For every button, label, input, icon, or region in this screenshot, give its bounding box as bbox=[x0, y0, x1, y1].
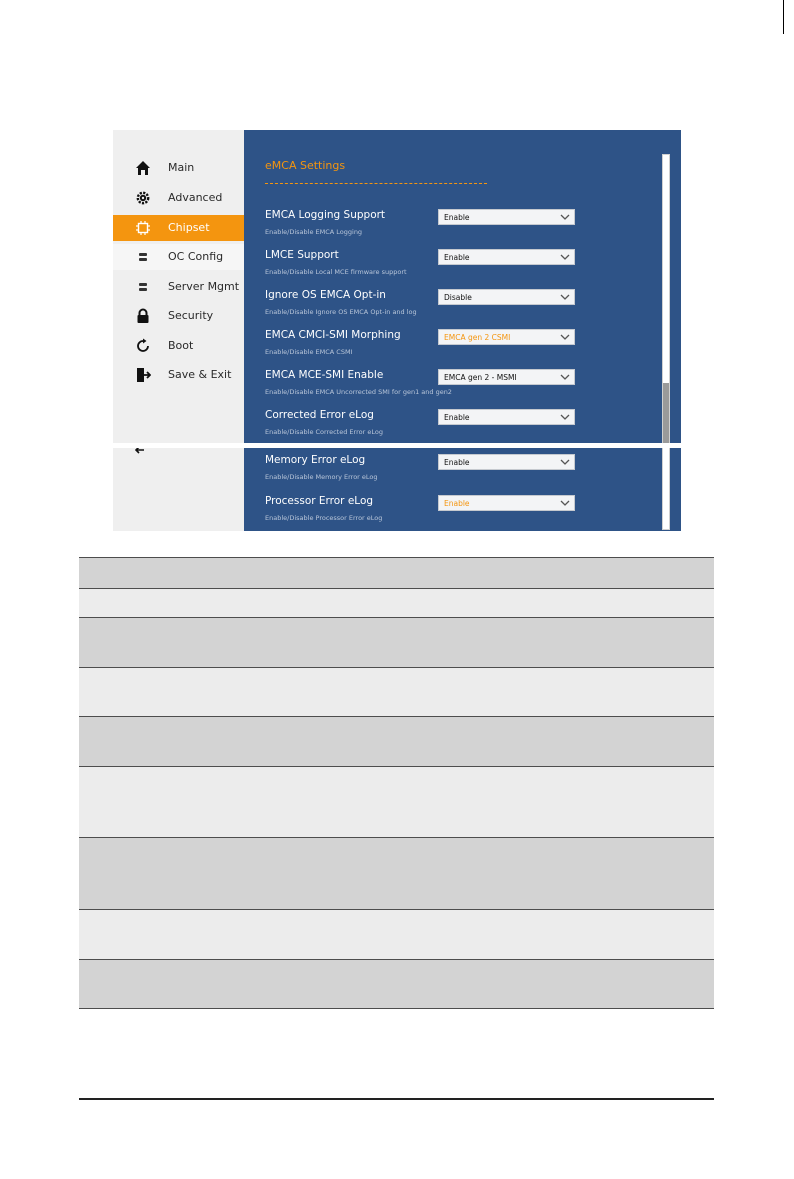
select-value: Disable bbox=[444, 293, 472, 302]
sidebar-item-chipset[interactable] bbox=[113, 215, 244, 241]
table-row bbox=[79, 909, 714, 959]
exit-icon bbox=[135, 367, 151, 383]
table-bottom-border bbox=[79, 1008, 714, 1009]
setting-help: Enable/Disable Processor Error eLog bbox=[265, 514, 383, 522]
sidebar-item-label: Server Mgmt bbox=[168, 280, 240, 293]
table-row bbox=[79, 716, 714, 766]
emca-cmci-smi-morphing-select[interactable] bbox=[438, 329, 575, 345]
table-row bbox=[79, 617, 714, 667]
server-icon bbox=[135, 279, 151, 295]
table-row bbox=[79, 959, 714, 1008]
scrollbar-thumb[interactable] bbox=[663, 383, 669, 443]
page-title: eMCA Settings bbox=[265, 159, 346, 172]
chevron-down-icon bbox=[560, 253, 570, 261]
table-row bbox=[79, 588, 714, 617]
settings-panel bbox=[244, 130, 681, 531]
sidebar-item-main[interactable] bbox=[113, 155, 244, 181]
setting-label: EMCA MCE-SMI Enable bbox=[265, 369, 384, 381]
bios-screenshot bbox=[113, 130, 681, 531]
chevron-down-icon bbox=[560, 499, 570, 507]
setting-help: Enable/Disable EMCA Logging bbox=[265, 228, 363, 236]
setting-help: Enable/Disable Memory Error eLog bbox=[265, 473, 378, 481]
emca-mce-smi-enable-select[interactable] bbox=[438, 369, 575, 385]
home-icon bbox=[135, 160, 151, 176]
select-value: EMCA gen 2 - MSMI bbox=[444, 373, 517, 382]
setting-label: LMCE Support bbox=[265, 249, 339, 261]
setting-label: EMCA Logging Support bbox=[265, 209, 386, 221]
chevron-down-icon bbox=[560, 458, 570, 466]
sidebar-item-server-mgmt[interactable] bbox=[113, 274, 244, 300]
sidebar-item-label: Save & Exit bbox=[168, 368, 232, 381]
lmce-support-select[interactable] bbox=[438, 249, 575, 265]
select-value: Enable bbox=[444, 458, 470, 467]
footer-rule bbox=[79, 1098, 714, 1100]
setting-help: Enable/Disable Corrected Error eLog bbox=[265, 428, 383, 436]
title-divider bbox=[265, 183, 487, 184]
select-value: Enable bbox=[444, 253, 470, 262]
screenshot-split-gap bbox=[113, 443, 681, 448]
lock-icon bbox=[135, 308, 151, 324]
chevron-down-icon bbox=[560, 213, 570, 221]
sidebar-item-boot[interactable] bbox=[113, 333, 244, 359]
sidebar-item-label: Boot bbox=[168, 339, 194, 352]
sidebar-item-label: Security bbox=[168, 309, 214, 322]
sidebar-item-label: Main bbox=[168, 161, 195, 174]
chevron-down-icon bbox=[560, 413, 570, 421]
chip-icon bbox=[135, 220, 151, 236]
page-corner-mark bbox=[783, 0, 784, 34]
setting-label: Corrected Error eLog bbox=[265, 409, 374, 421]
select-value: Enable bbox=[444, 213, 470, 222]
setting-label: Memory Error eLog bbox=[265, 454, 366, 466]
chevron-down-icon bbox=[560, 333, 570, 341]
sidebar bbox=[113, 130, 244, 531]
server-icon bbox=[135, 249, 151, 265]
gear-icon bbox=[135, 190, 151, 206]
setting-help: Enable/Disable Ignore OS EMCA Opt-in and log bbox=[265, 308, 417, 316]
memory-error-elog-select[interactable] bbox=[438, 454, 575, 470]
sidebar-item-save-exit[interactable] bbox=[113, 362, 244, 388]
processor-error-elog-select[interactable] bbox=[438, 495, 575, 511]
setting-label: EMCA CMCI-SMI Morphing bbox=[265, 329, 401, 341]
chevron-down-icon bbox=[560, 373, 570, 381]
table-row bbox=[79, 766, 714, 837]
refresh-icon bbox=[135, 338, 151, 354]
sidebar-item-oc-config[interactable] bbox=[113, 244, 244, 270]
setting-label: Processor Error eLog bbox=[265, 495, 374, 507]
select-value: EMCA gen 2 CSMI bbox=[444, 333, 511, 342]
table-row bbox=[79, 557, 714, 588]
chevron-down-icon bbox=[560, 293, 570, 301]
sidebar-item-security[interactable] bbox=[113, 303, 244, 329]
setting-help: Enable/Disable Local MCE firmware support bbox=[265, 268, 407, 276]
sidebar-item-label: OC Config bbox=[168, 250, 224, 263]
emca-logging-support-select[interactable] bbox=[438, 209, 575, 225]
sidebar-item-label: Chipset bbox=[168, 221, 210, 234]
table-row bbox=[79, 667, 714, 716]
sidebar-item-label: Advanced bbox=[168, 191, 223, 204]
sidebar-item-advanced[interactable] bbox=[113, 185, 244, 211]
setting-help: Enable/Disable EMCA Uncorrected SMI for gen1 and gen2 bbox=[265, 388, 452, 396]
settings-scrollbar[interactable] bbox=[662, 154, 670, 530]
select-value: Enable bbox=[444, 499, 470, 508]
setting-label: Ignore OS EMCA Opt-in bbox=[265, 289, 386, 301]
corrected-error-elog-select[interactable] bbox=[438, 409, 575, 425]
table-row bbox=[79, 837, 714, 909]
ignore-os-emca-opt-in-select[interactable] bbox=[438, 289, 575, 305]
select-value: Enable bbox=[444, 413, 470, 422]
setting-help: Enable/Disable EMCA CSMI bbox=[265, 348, 353, 356]
